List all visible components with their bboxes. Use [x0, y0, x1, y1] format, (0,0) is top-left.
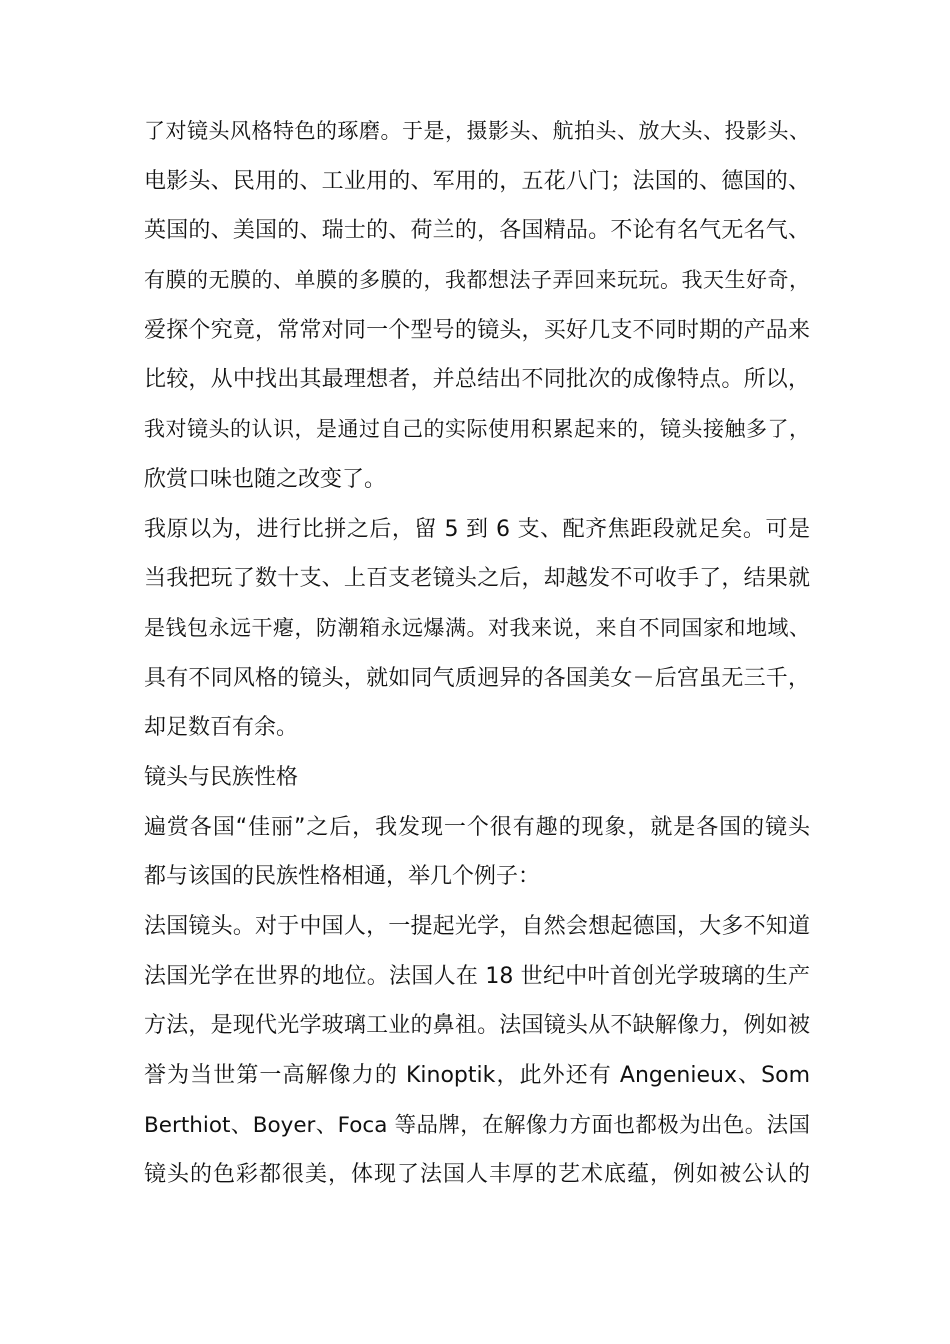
- text-line: 比较，从中找出其最理想者，并总结出不同批次的成像特点。所以，: [144, 367, 810, 393]
- text-line: 欣赏口味也随之改变了。: [144, 466, 387, 492]
- text-line: 誉为当世第一高解像力的 Kinoptik，此外还有 Angenieux、Som: [144, 1063, 810, 1089]
- section-heading: 镜头与民族性格: [144, 764, 299, 790]
- text-line: 是钱包永远干瘪，防潮箱永远爆满。对我来说，来自不同国家和地域、: [144, 615, 810, 640]
- text-line: 我对镜头的认识，是通过自己的实际使用积累起来的，镜头接触多了，: [144, 417, 810, 442]
- text-line: 当我把玩了数十支、上百支老镜头之后，却越发不可收手了，结果就: [144, 566, 810, 592]
- body-text: [144, 107, 810, 1200]
- text-line: 都与该国的民族性格相通，举几个例子：: [144, 864, 541, 890]
- text-line: 我原以为，进行比拼之后，留 5 到 6 支、配齐焦距段就足矣。可是: [144, 516, 810, 542]
- text-line: 遍赏各国“佳丽”之后，我发现一个很有趣的现象，就是各国的镜头: [144, 814, 810, 840]
- text-line: 镜头的色彩都很美，体现了法国人丰厚的艺术底蕴，例如被公认的: [144, 1162, 810, 1188]
- text-line: 法国光学在世界的地位。法国人在 18 世纪中叶首创光学玻璃的生产: [144, 963, 810, 989]
- text-line: 法国镜头。对于中国人，一提起光学，自然会想起德国，大多不知道: [144, 914, 810, 939]
- text-line: 爱探个究竟，常常对同一个型号的镜头，买好几支不同时期的产品来: [144, 317, 810, 343]
- text-line: 却足数百有余。: [144, 715, 299, 741]
- text-line: 方法，是现代光学玻璃工业的鼻祖。法国镜头从不缺解像力，例如被: [144, 1013, 810, 1039]
- text-line: 了对镜头风格特色的琢磨。于是，摄影头、航拍头、放大头、投影头、: [144, 119, 810, 143]
- text-line: Berthiot、Boyer、Foca 等品牌，在解像力方面也都极为出色。法国: [144, 1112, 810, 1138]
- text-line: 电影头、民用的、工业用的、军用的，五花八门；法国的、德国的、: [144, 168, 810, 194]
- text-line: 英国的、美国的、瑞士的、荷兰的，各国精品。不论有名气无名气、: [144, 218, 810, 244]
- text-line: 有膜的无膜的、单膜的多膜的，我都想法子弄回来玩玩。我天生好奇，: [144, 268, 810, 293]
- text-line: 具有不同风格的镜头，就如同气质迥异的各国美女－后宫虽无三千，: [144, 665, 810, 691]
